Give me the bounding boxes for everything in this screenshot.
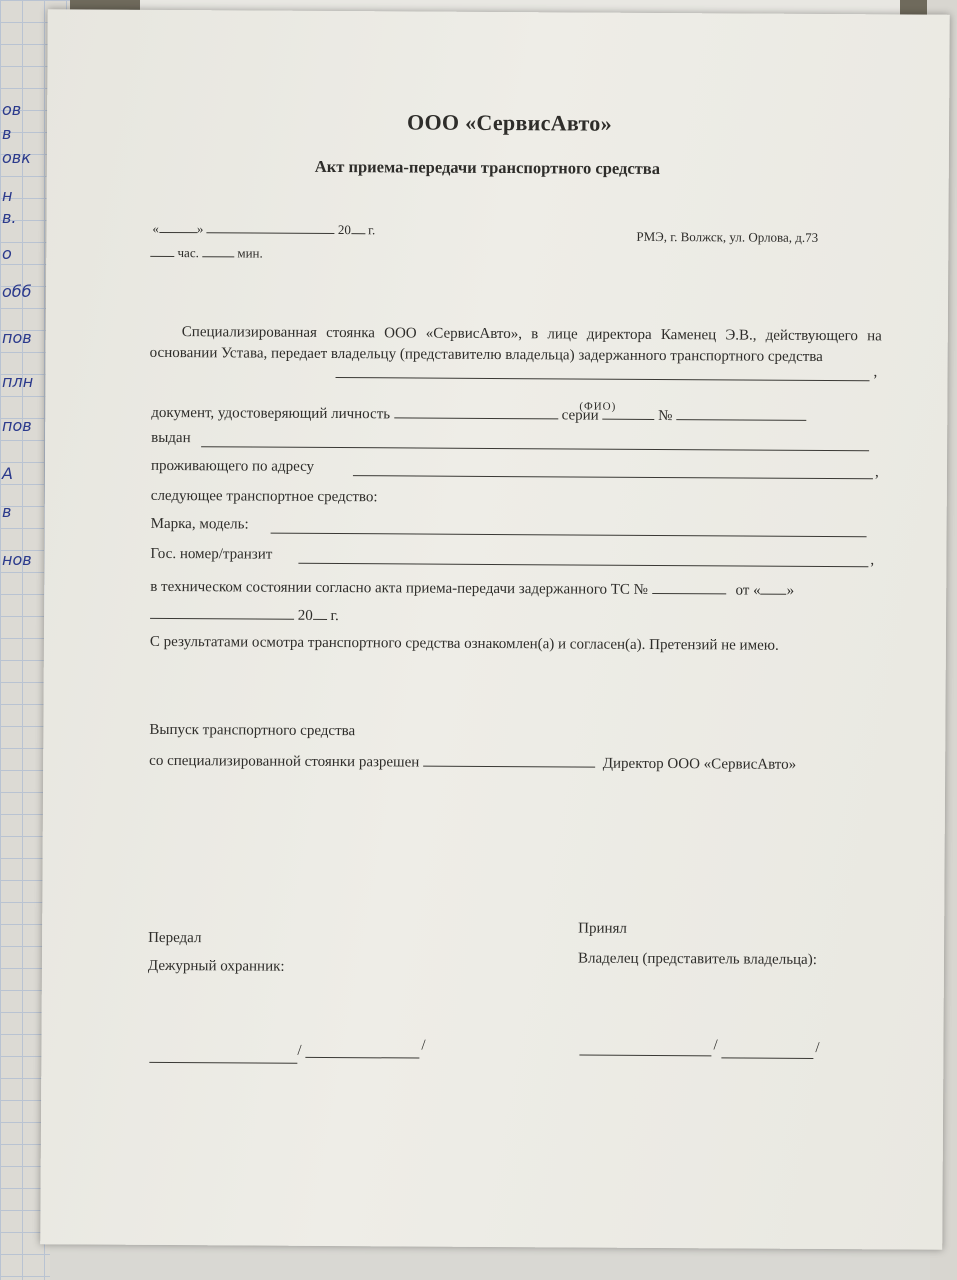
release-row <box>149 750 796 774</box>
guard-name-field[interactable] <box>305 1057 419 1059</box>
time-line <box>150 242 263 262</box>
notebook-scrawl: в <box>2 502 12 521</box>
document-sheet <box>40 9 950 1249</box>
slash: / <box>297 1042 302 1059</box>
issued-row <box>151 430 191 447</box>
number-field[interactable] <box>676 405 806 421</box>
slash: / <box>421 1037 426 1054</box>
series-field[interactable] <box>602 405 654 420</box>
act-month-field[interactable] <box>150 604 294 620</box>
condition-from: от « <box>735 582 761 599</box>
model-label: Марка, модель: <box>150 515 249 533</box>
owner-name-field[interactable] <box>336 377 870 381</box>
notebook-scrawl: плн <box>2 372 34 391</box>
condition-date-row <box>150 604 339 625</box>
date-quote-close: » <box>196 221 204 237</box>
guard-label: Дежурный охранник: <box>147 957 285 975</box>
condition-year-suffix: г. <box>330 607 339 625</box>
location: РМЭ, г. Волжск, ул. Орлова, д.73 <box>636 228 819 245</box>
condition-text: в техническом состоянии согласно акта приема-передачи задержанного ТС № <box>150 578 649 598</box>
number-label: № <box>658 407 673 425</box>
address-row <box>151 458 314 476</box>
minute-field[interactable] <box>202 242 234 257</box>
condition-row <box>150 576 794 600</box>
guard-signature-field[interactable] <box>149 1062 297 1064</box>
address-label: проживающего по адресу <box>150 457 315 475</box>
id-document-field[interactable] <box>394 403 558 419</box>
hour-label: час. <box>177 245 199 261</box>
act-day-field[interactable] <box>761 580 787 595</box>
release-line1: Выпуск транспортного средства <box>149 721 356 740</box>
notebook-scrawl: нов <box>2 550 32 569</box>
comma: , <box>870 552 875 569</box>
address-field[interactable] <box>353 475 873 479</box>
slash: / <box>815 1039 820 1056</box>
plate-row <box>150 546 272 564</box>
issued-field[interactable] <box>201 446 869 451</box>
director-title: Директор ООО «СервисАвто» <box>602 755 797 773</box>
comma: , <box>874 464 879 481</box>
owner-signature-field[interactable] <box>579 1055 711 1057</box>
director-signature-field[interactable] <box>423 752 595 768</box>
id-document-label: документ, удостоверяющий личность <box>151 404 391 423</box>
release-line2: со специализированной стоянки разрешен <box>149 752 420 771</box>
condition-quote-close: » <box>786 582 795 599</box>
notebook-scrawl: обб <box>2 282 32 301</box>
notebook-scrawl: пов <box>2 328 32 347</box>
document-title: Акт приема-передачи транспортного средства <box>314 156 661 178</box>
transfer-paragraph <box>150 322 882 368</box>
date-year-suffix: г. <box>368 222 376 238</box>
notebook-scrawl: ов <box>2 100 22 119</box>
condition-year: 20 <box>297 607 313 624</box>
plate-label: Гос. номер/транзит <box>150 545 273 563</box>
vehicle-label: следующее транспортное средство: <box>150 487 378 506</box>
year-field[interactable] <box>351 219 365 234</box>
date-quote-open: « <box>152 220 159 236</box>
day-field[interactable] <box>159 218 197 233</box>
owner-label: Владелец (представитель владельца): <box>577 950 817 968</box>
date-year: 20 <box>337 222 351 238</box>
act-number-field[interactable] <box>652 579 726 594</box>
id-document-row <box>151 402 806 426</box>
agreement: С результатами осмотра транспортного средства ознакомлен(а) и согласен(а). Претензий не имею. <box>149 633 779 654</box>
notebook-scrawl: в. <box>2 208 17 227</box>
month-field[interactable] <box>207 218 335 234</box>
model-field[interactable] <box>271 533 867 538</box>
fio-hint: (ФИО) <box>579 400 617 413</box>
notebook-scrawl: овк <box>2 148 31 167</box>
notebook-scrawl: н <box>2 186 13 205</box>
vehicle-row <box>151 488 378 506</box>
accepted-label: Принял <box>578 920 628 937</box>
notebook-scrawl: в <box>2 124 12 143</box>
hour-field[interactable] <box>150 242 174 257</box>
owner-name-sign-field[interactable] <box>721 1057 813 1059</box>
series-label: серии <box>561 407 599 424</box>
act-year-field[interactable] <box>313 605 327 620</box>
company-name: ООО «СервисАвто» <box>407 109 613 136</box>
plate-field[interactable] <box>298 563 868 567</box>
transfer-paragraph-text: Специализированная стоянка ООО «СервисАвто», в лице директора Каменец Э.В., действующего на основании Устава, передает владельцу (представителю владельца) задержанного транспортного средства <box>149 324 882 365</box>
notebook-scrawl: о <box>2 244 12 263</box>
handed-label: Передал <box>148 929 202 947</box>
model-row <box>151 516 249 534</box>
comma: , <box>873 364 878 381</box>
slash: / <box>713 1037 718 1054</box>
date-line <box>152 218 375 238</box>
notebook-scrawl: А <box>2 464 13 483</box>
issued-label: выдан <box>151 429 191 447</box>
minute-label: мин. <box>237 245 263 261</box>
notebook-scrawl: пов <box>2 416 32 435</box>
